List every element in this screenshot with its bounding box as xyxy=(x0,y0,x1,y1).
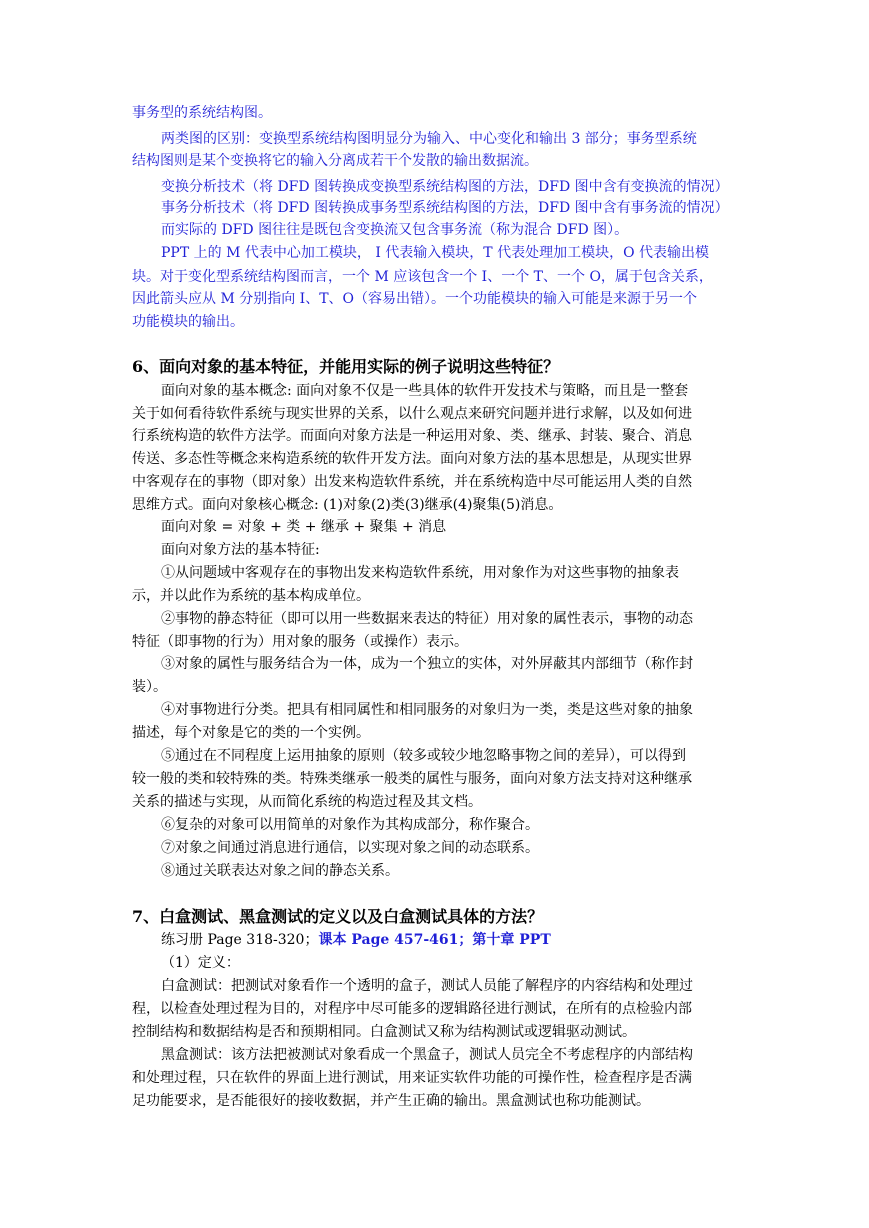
list-item-continued: 示，并以此作为系统的基本构成单位。 xyxy=(132,588,370,604)
paragraph-line: 事务分析技术（将 DFD 图转换成事务型系统结构图的方法，DFD 图中含有事务流的情况） xyxy=(161,200,729,216)
reference-highlight: 课本 Page 457-461；第十章 PPT xyxy=(318,932,551,948)
list-item: ②事物的静态特征（即可以用一些数据来表达的特征）用对象的属性表示，事物的动态 xyxy=(161,611,693,627)
list-item-continued: 描述，每个对象是它的类的一个实例。 xyxy=(132,725,370,741)
list-item: ⑥复杂的对象可以用简单的对象作为其构成部分，称作聚合。 xyxy=(161,817,539,833)
list-item-continued: 关系的描述与实现，从而简化系统的构造过程及其文档。 xyxy=(132,794,482,810)
list-item: ⑦对象之间通过消息进行通信，以实现对象之间的动态联系。 xyxy=(161,840,539,856)
list-item: ④对事物进行分类。把具有相同属性和相同服务的对象归为一类，类是这些对象的抽象 xyxy=(161,702,693,718)
paragraph-line: 因此箭头应从 M 分别指向 I、T、O（容易出错）。一个功能模块的输入可能是来源于另一个 xyxy=(132,291,698,307)
list-item-continued: 装）。 xyxy=(132,679,167,695)
reference-plain: 练习册 Page 318-320； xyxy=(161,932,319,948)
paragraph-line: 足功能要求，是否能很好的接收数据，并产生正确的输出。黑盒测试也称功能测试。 xyxy=(132,1093,650,1109)
paragraph-line: 功能模块的输出。 xyxy=(132,314,244,330)
paragraph-line: 中客观存在的事物（即对象）出发来构造软件系统，并在系统构造中尽可能运用人类的自然 xyxy=(132,474,692,490)
reference-line xyxy=(161,930,551,950)
list-item: ⑧通过关联表达对象之间的静态关系。 xyxy=(161,863,399,879)
paragraph-line: 程，以检查处理过程为目的，对程序中尽可能多的逻辑路径进行测试，在所有的点检验内部 xyxy=(132,1001,692,1017)
paragraph-line: 关于如何看待软件系统与现实世界的关系，以什么观点来研究问题并进行求解，以及如何进 xyxy=(132,406,692,422)
paragraph-line: 行系统构造的软件方法学。而面向对象方法是一种运用对象、类、继承、封装、聚合、消息 xyxy=(132,428,692,444)
paragraph-line: 黑盒测试：该方法把被测试对象看成一个黑盒子，测试人员完全不考虑程序的内部结构 xyxy=(161,1047,693,1063)
subheading: （1）定义： xyxy=(161,955,240,971)
section-heading: 6、面向对象的基本特征，并能用实际的例子说明这些特征？ xyxy=(132,357,560,376)
paragraph-line: 块。对于变化型系统结构图而言，一个 M 应该包含一个 I、一个 T、一个 O，属于包含关系， xyxy=(132,269,713,285)
paragraph-line: 两类图的区别：变换型系统结构图明显分为输入、中心变化和输出 3 部分；事务型系统 xyxy=(161,131,697,147)
paragraph-line: 结构图则是某个变换将它的输入分离成若干个发散的输出数据流。 xyxy=(132,153,538,169)
paragraph-line: 思维方式。面向对象核心概念: (1)对象(2)类(3)继承(4)聚集(5)消息。 xyxy=(132,497,563,513)
paragraph-line: 和处理过程，只在软件的界面上进行测试，用来证实软件功能的可操作性，检查程序是否满 xyxy=(132,1070,692,1086)
list-item-continued: 较一般的类和较特殊的类。特殊类继承一般类的属性与服务，面向对象方法支持对这种继承 xyxy=(132,771,692,787)
paragraph-line: 事务型的系统结构图。 xyxy=(132,105,272,121)
list-item-continued: 特征（即事物的行为）用对象的服务（或操作）表示。 xyxy=(132,634,468,650)
paragraph-line: 传送、多态性等概念来构造系统的软件开发方法。面向对象方法的基本思想是，从现实世界 xyxy=(132,451,692,467)
list-item: ③对象的属性与服务结合为一体，成为一个独立的实体，对外屏蔽其内部细节（称作封 xyxy=(161,656,693,672)
paragraph-line: 白盒测试：把测试对象看作一个透明的盒子，测试人员能了解程序的内容结构和处理过 xyxy=(161,978,693,994)
paragraph-line: 面向对象的基本概念: 面向对象不仅是一些具体的软件开发技术与策略，而且是一整套 xyxy=(161,383,689,399)
paragraph-line: 变换分析技术（将 DFD 图转换成变换型系统结构图的方法，DFD 图中含有变换流的情况） xyxy=(161,179,729,195)
paragraph-line: 面向对象方法的基本特征: xyxy=(161,542,320,558)
formula-line: 面向对象 = 对象 + 类 + 继承 + 聚集 + 消息 xyxy=(161,519,447,535)
paragraph-line: PPT 上的 M 代表中心加工模块， I 代表输入模块，T 代表处理加工模块，O 代表输出模 xyxy=(161,245,710,261)
paragraph-line: 控制结构和数据结构是否和预期相同。白盒测试又称为结构测试或逻辑驱动测试。 xyxy=(132,1024,636,1040)
paragraph-line: 而实际的 DFD 图往往是既包含变换流又包含事务流（称为混合 DFD 图）。 xyxy=(161,222,629,238)
section-heading: 7、白盒测试、黑盒测试的定义以及白盒测试具体的方法？ xyxy=(132,907,544,926)
list-item: ⑤通过在不同程度上运用抽象的原则（较多或较少地忽略事物之间的差异），可以得到 xyxy=(161,748,686,764)
list-item: ①从问题域中客观存在的事物出发来构造软件系统，用对象作为对这些事物的抽象表 xyxy=(161,565,679,581)
